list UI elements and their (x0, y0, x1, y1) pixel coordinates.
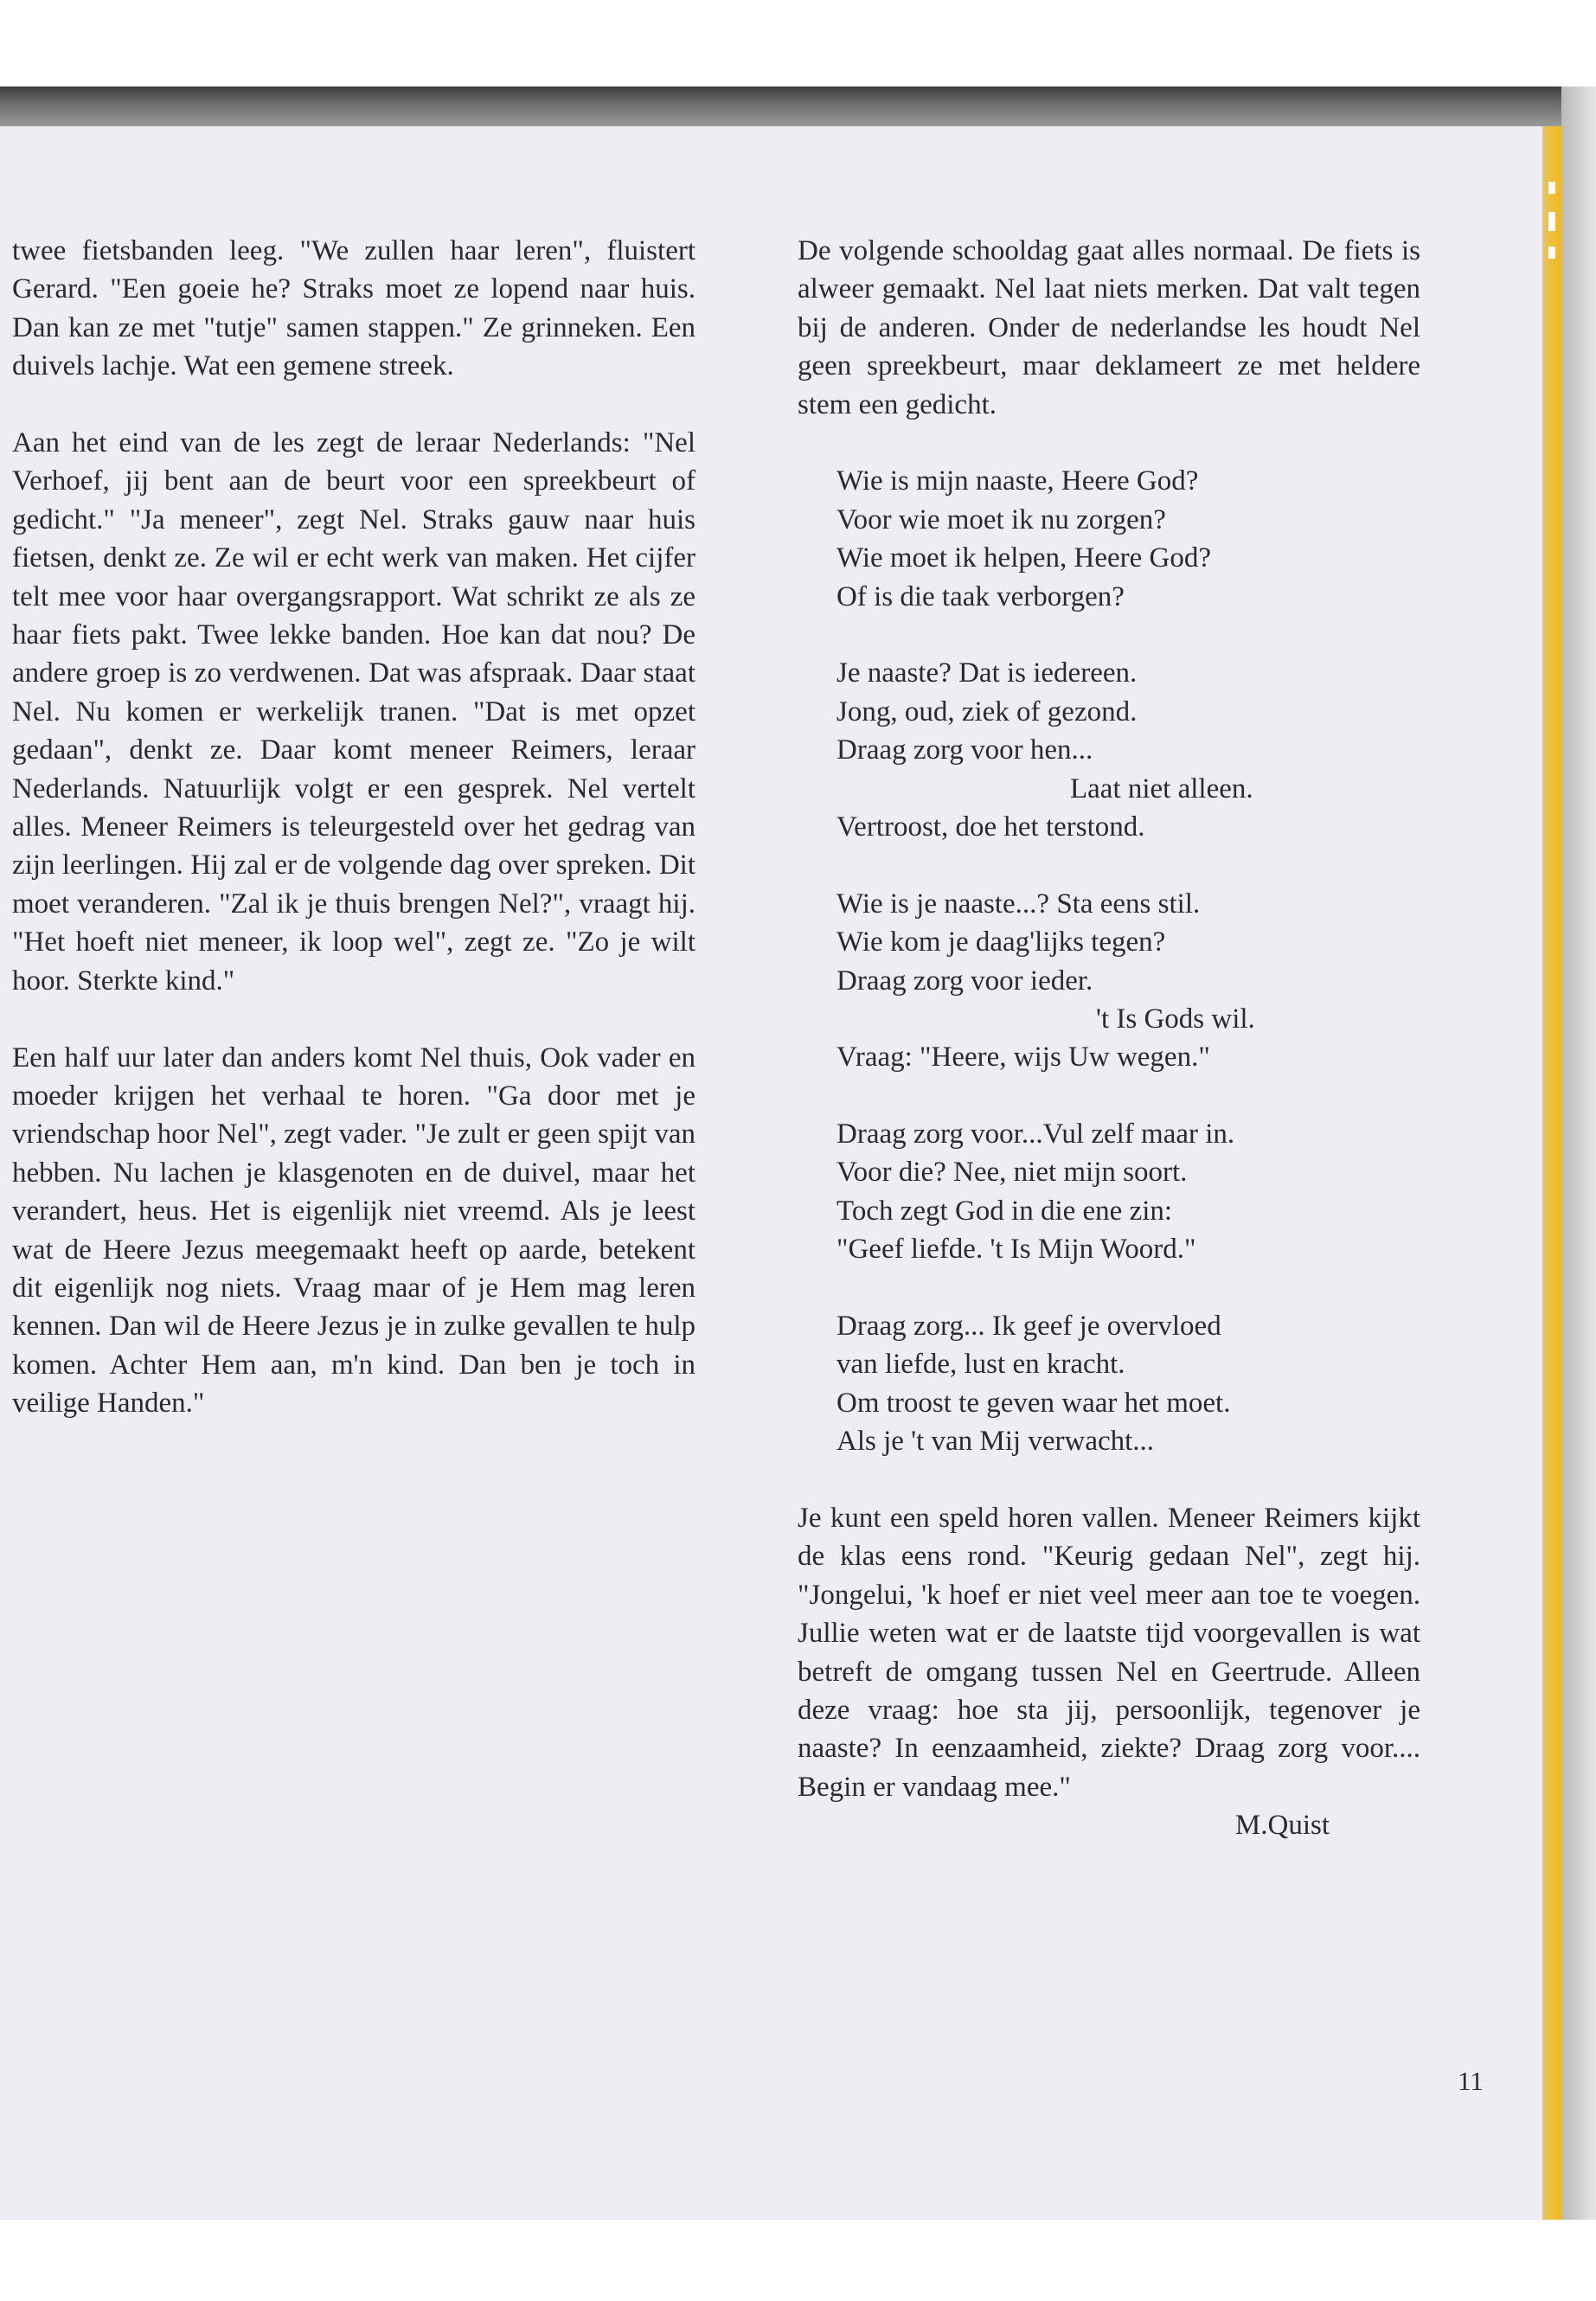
poem-line: 't Is Gods wil. (1096, 1003, 1255, 1035)
page-edge-strip (1542, 126, 1561, 2220)
left-text-column (12, 232, 695, 1461)
poem-line: Voor wie moet ik nu zorgen? (836, 503, 1166, 535)
poem-line: Draag zorg voor...Vul zelf maar in. (836, 1118, 1235, 1150)
paragraph: twee fietsbanden leeg. "We zullen haar leren", fluistert Gerard. "Een goeie he? Straks moet ze lopend naar huis. Dan kan ze met "tutje" samen stappen." Ze grinneken. Een duivels lachje. Wat een gemene streek. (12, 235, 695, 382)
poem-line: Om troost te geven waar het moet. (836, 1387, 1231, 1419)
poem-stanza (836, 1307, 1420, 1461)
poem-stanza (836, 462, 1420, 616)
poem-line: Vraag: "Heere, wijs Uw wegen." (836, 1042, 1210, 1074)
scan-binding-shadow (0, 87, 1596, 126)
poem-line: Wie is mijn naaste, Heere God? (836, 465, 1199, 497)
poem-line: Draag zorg voor hen... (836, 734, 1093, 766)
edge-mark (1548, 212, 1555, 231)
poem-line: Vertroost, doe het terstond. (836, 811, 1145, 843)
closing-paragraph: Je kunt een speld horen vallen. Meneer Reimers kijkt de klas eens rond. "Keurig gedaan Nel", zegt hij. "Jongelui, 'k hoef er niet veel meer aan toe te voegen. Jullie weten wat er de laatste tijd voorgevallen is wat betreft de omgang tussen Nel en Geertrude. Alleen deze vraag: hoe sta jij, persoonlijk, tegenover je naaste? In eenzaamheid, ziekte? Draag zorg voor.... Begin er vandaag mee." (798, 1502, 1420, 1803)
edge-mark (1548, 247, 1555, 259)
poem-line: Toch zegt God in die ene zin: (836, 1195, 1173, 1227)
poem-line: van liefde, lust en kracht. (836, 1349, 1125, 1381)
poem-line: Of is die taak verborgen? (836, 580, 1125, 612)
poem-stanza (836, 654, 1420, 846)
scan-margin-bottom (0, 2220, 1596, 2301)
edge-mark (1548, 182, 1555, 194)
poem-line: "Geef liefde. 't Is Mijn Woord." (836, 1234, 1196, 1266)
author-signature: M.Quist (1234, 1810, 1330, 1842)
poem-line: Draag zorg... Ik geef je overvloed (836, 1311, 1221, 1343)
poem-line: Wie moet ik helpen, Heere God? (836, 542, 1211, 574)
poem-line: Als je 't van Mij verwacht... (836, 1426, 1155, 1458)
poem-line: Laat niet alleen. (1070, 772, 1253, 804)
poem-line: Voor die? Nee, niet mijn soort. (836, 1157, 1188, 1189)
poem-line: Wie kom je daag'lijks tegen? (836, 926, 1166, 958)
poem-line: Je naaste? Dat is iedereen. (836, 657, 1138, 689)
poem-line: Jong, oud, ziek of gezond. (836, 695, 1138, 727)
poem-line: Wie is je naaste...? Sta eens stil. (836, 888, 1201, 920)
intro-paragraph: De volgende schooldag gaat alles normaal. De fiets is alweer gemaakt. Nel laat niets merken. Dat valt tegen bij de anderen. Onder de nederlandse les houdt Nel geen spreekbeurt, maar deklameert ze met heldere stem een gedicht. (798, 235, 1420, 420)
paragraph: Aan het eind van de les zegt de leraar Nederlands: "Nel Verhoef, jij bent aan de beurt voor een spreekbeurt of gedicht." "Ja meneer", zegt Nel. Straks gauw naar huis fietsen, denkt ze. Ze wil er echt werk van maken. Het cijfer telt mee voor haar overgangsrapport. Wat schrikt ze als ze haar fiets pakt. Twee lekke banden. Hoe kan dat nou? De andere groep is zo verdwenen. Dat was afspraak. Daar staat Nel. Nu komen er werkelijk tranen. "Dat is met opzet gedaan", denkt ze. Daar komt meneer Reimers, leraar Nederlands. Natuurlijk volgt er een gesprek. Nel vertelt alles. Meneer Reimers is teleurgesteld over het gedrag van zijn leerlingen. Hij zal er de volgende dag over spreken. Dit moet veranderen. "Zal ik je thuis brengen Nel?", vraagt hij. "Het hoeft niet meneer, ik loop wel", zegt ze. "Zo je wilt hoor. Sterkte kind." (12, 427, 695, 997)
page-edge-tab (1561, 87, 1596, 2220)
page-number: 11 (1458, 2066, 1484, 2096)
poem-line: Draag zorg voor ieder. (836, 965, 1093, 997)
scan-margin-top (0, 0, 1596, 87)
right-text-column (798, 232, 1420, 1845)
paragraph: Een half uur later dan anders komt Nel thuis, Ook vader en moeder krijgen het verhaal te horen. "Ga door met je vriendschap hoor Nel", zegt vader. "Je zult er geen spijt van hebben. Nu lachen je klasgenoten en de duivel, maar het verandert, heus. Het is eigenlijk niet vreemd. Als je leest wat de Heere Jezus meegemaakt heeft op aarde, betekent dit eigenlijk nog niets. Vraag maar of je Hem mag leren kennen. Dan wil de Heere Jezus je in zulke gevallen te hulp komen. Achter Hem aan, m'n kind. Dan ben je toch in veilige Handen." (12, 1042, 695, 1420)
poem-stanza (836, 885, 1420, 1077)
poem-stanza (836, 1115, 1420, 1269)
